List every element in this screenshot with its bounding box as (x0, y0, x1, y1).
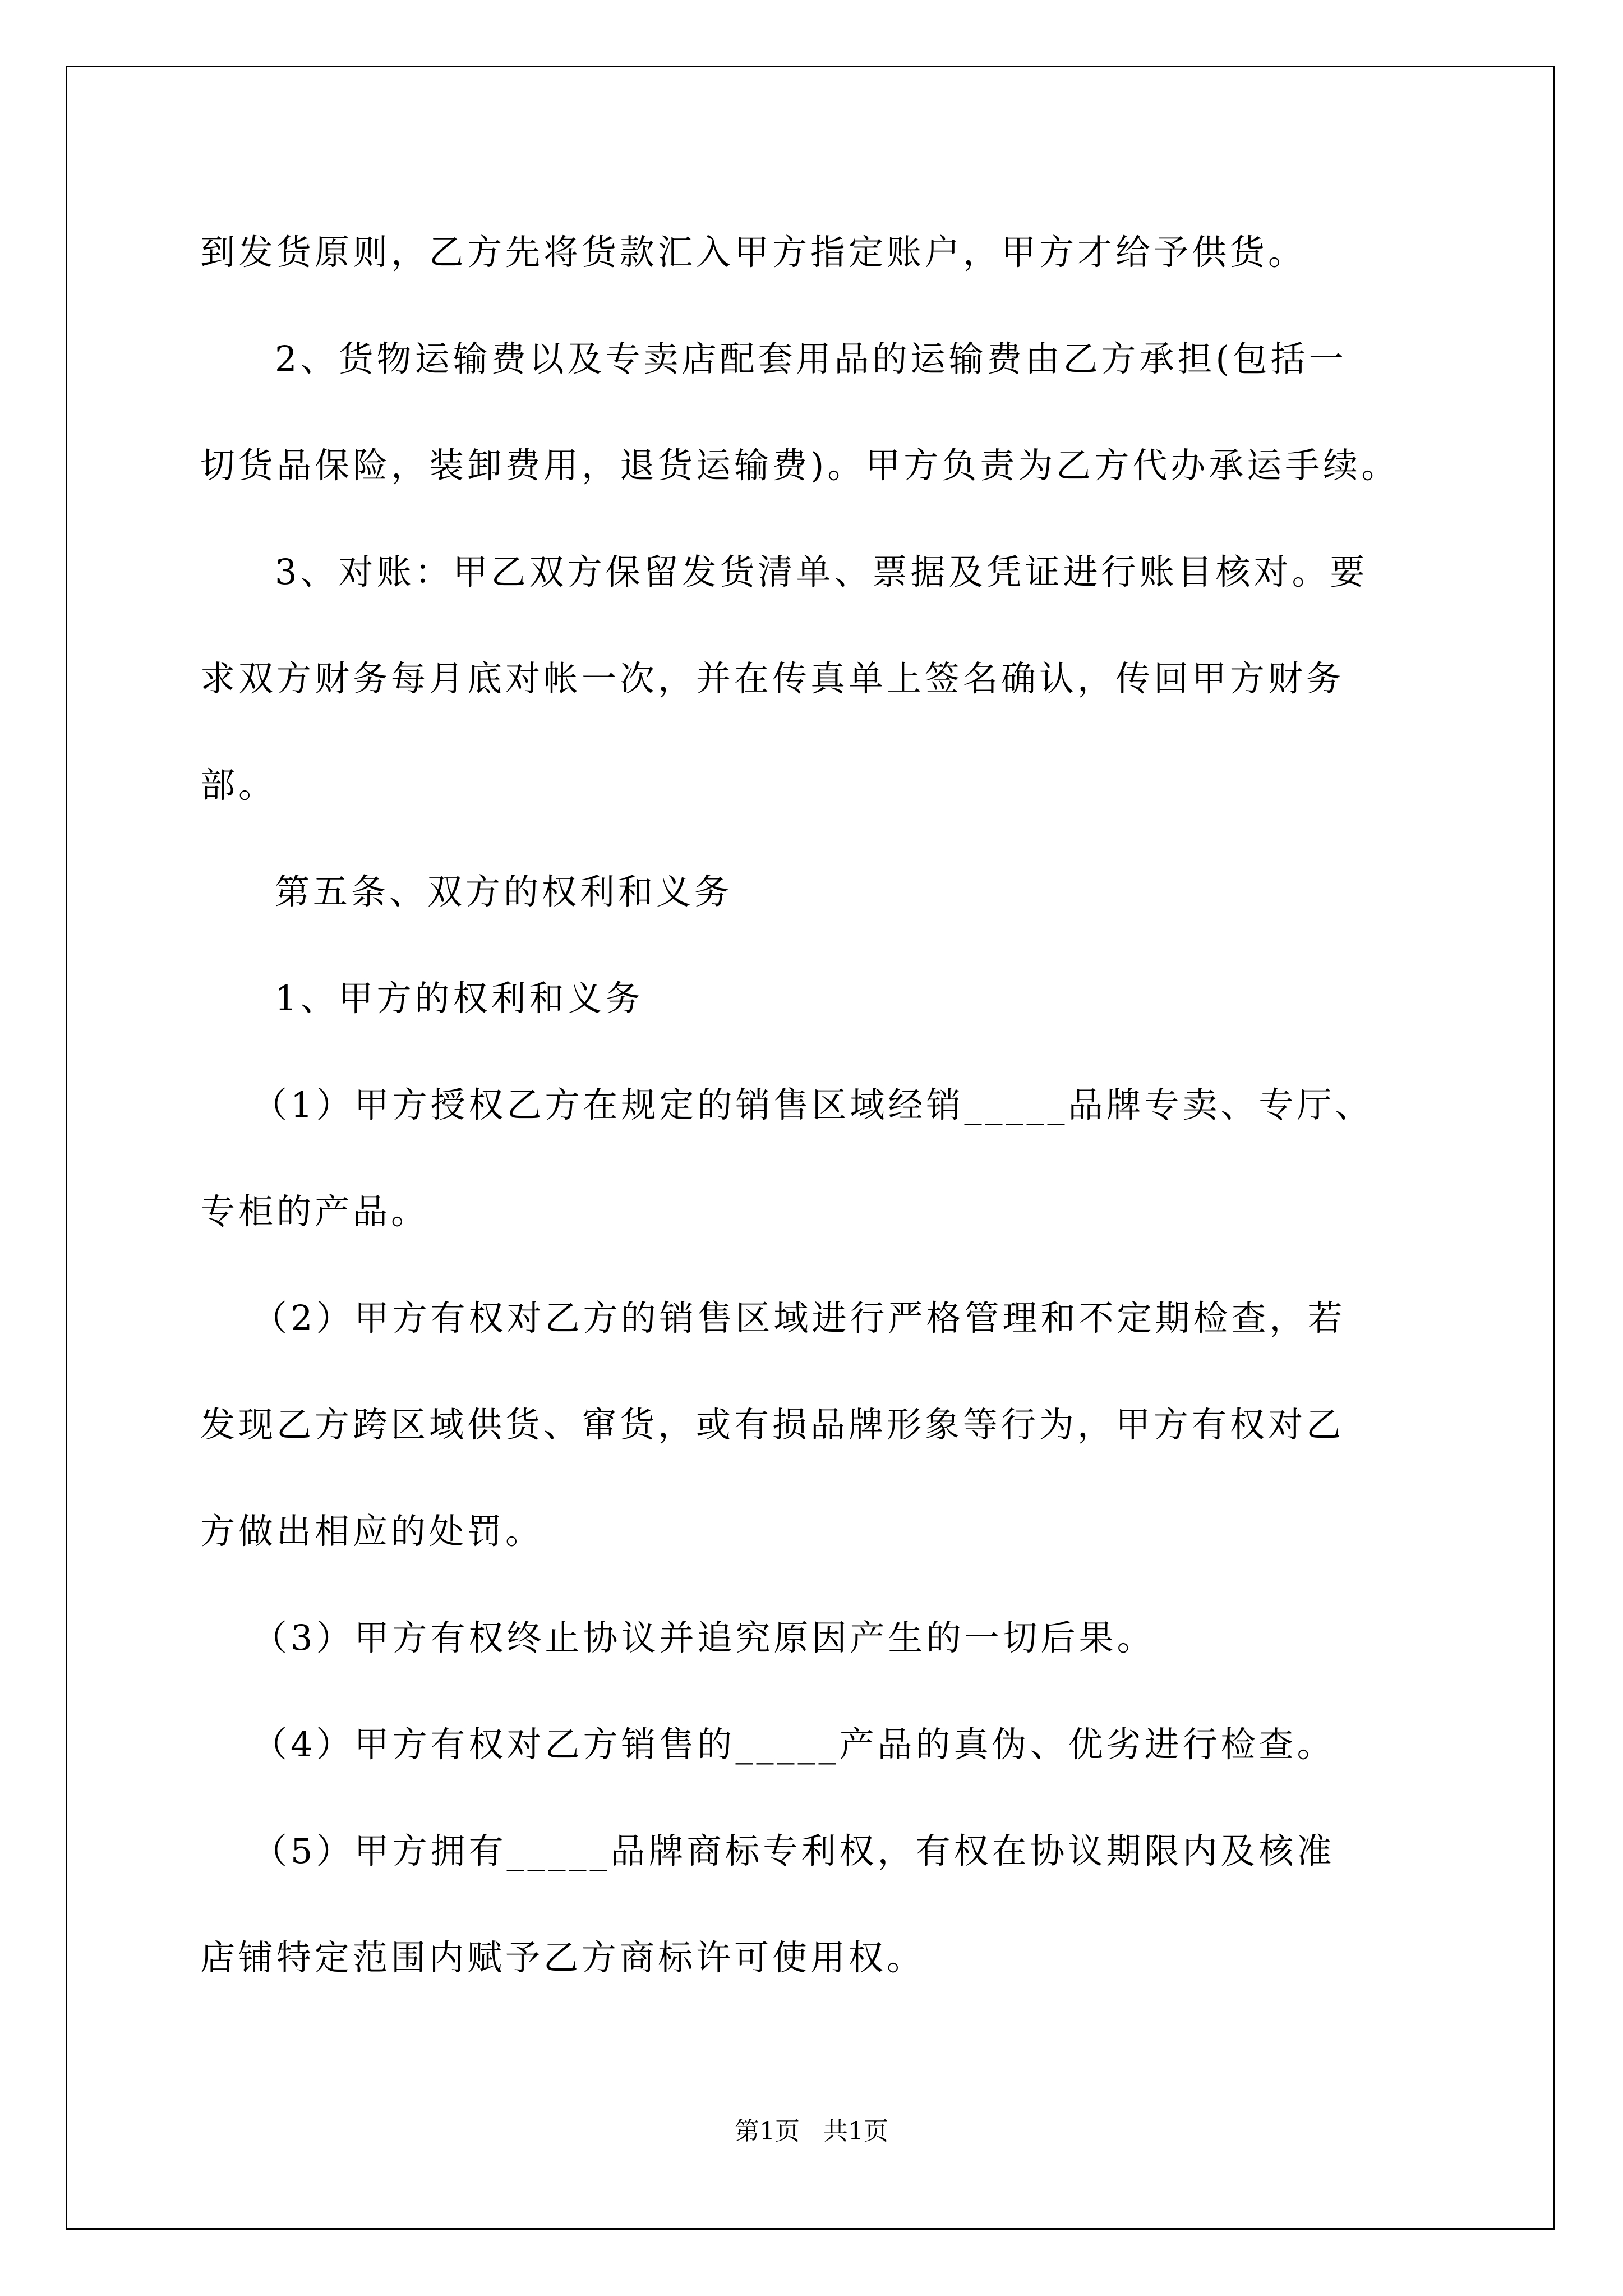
text-line: 切货品保险，装卸费用，退货运输费)。甲方负责为乙方代办承运手续。 (200, 445, 1400, 486)
text-line: 到发货原则，乙方先将货款汇入甲方指定账户，甲方才给予供货。 (200, 232, 1307, 273)
text-line: 求双方财务每月底对帐一次，并在传真单上签名确认，传回甲方财务 (200, 658, 1345, 699)
text-line: 专柜的产品。 (200, 1191, 430, 1232)
section-heading: 第五条、双方的权利和义务 (275, 871, 733, 912)
page-total: 共1页 (823, 2117, 888, 2146)
text-line: 店铺特定范围内赋予乙方商标许可使用权。 (200, 1937, 925, 1978)
page-border (66, 66, 1555, 2230)
text-line: 3、对账：甲乙双方保留发货清单、票据及凭证进行账目核对。要 (275, 551, 1368, 592)
text-line: （1）甲方授权乙方在规定的销售区域经销_____品牌专卖、专厅、 (252, 1084, 1373, 1125)
text-line: （2）甲方有权对乙方的销售区域进行严格管理和不定期检查，若 (252, 1297, 1346, 1338)
text-line: （4）甲方有权对乙方销售的_____产品的真伪、优劣进行检查。 (252, 1724, 1335, 1765)
page-footer (0, 2116, 1623, 2147)
text-line: 部。 (200, 765, 277, 806)
text-line: 方做出相应的处罚。 (200, 1511, 544, 1552)
text-line: 2、货物运输费以及专卖店配套用品的运输费由乙方承担(包括一 (275, 338, 1347, 379)
text-line: 发现乙方跨区域供货、窜货，或有损品牌形象等行为，甲方有权对乙 (200, 1404, 1345, 1445)
text-line: （5）甲方拥有_____品牌商标专利权，有权在协议期限内及核准 (252, 1830, 1335, 1871)
subsection-heading: 1、甲方的权利和义务 (275, 978, 644, 1019)
page-number: 第1页 (735, 2117, 800, 2146)
text-line: （3）甲方有权终止协议并追究原因产生的一切后果。 (252, 1617, 1155, 1658)
